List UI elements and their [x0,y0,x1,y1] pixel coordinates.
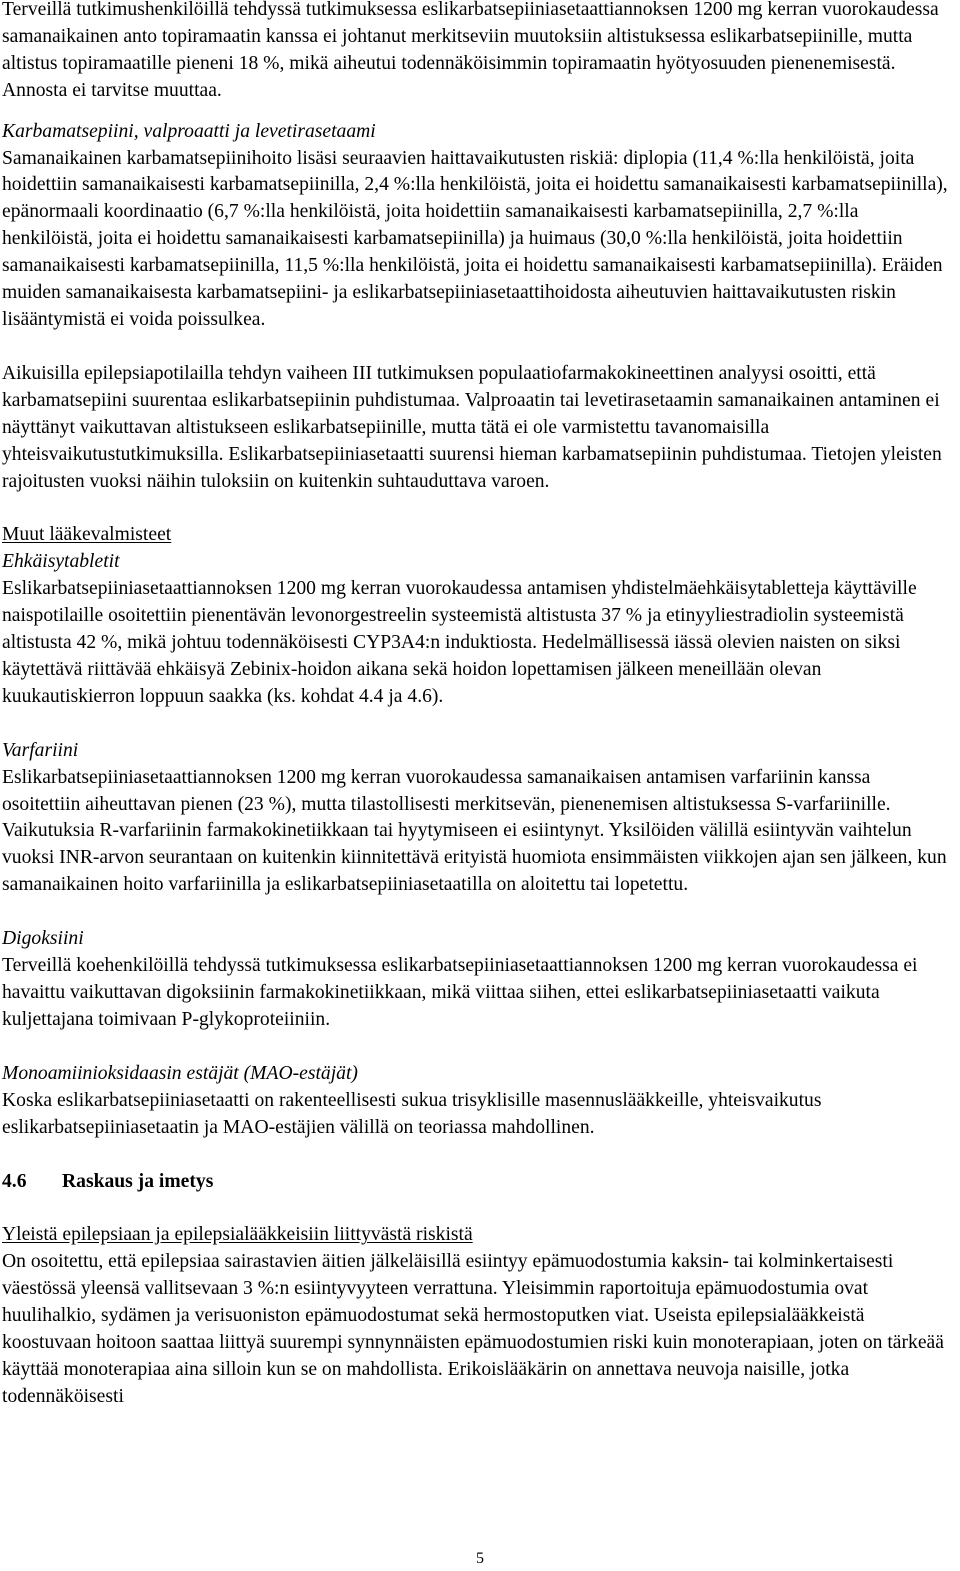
varfariini-heading: Varfariini [2,739,79,761]
intro-paragraph: Terveillä tutkimushenkilöillä tehdyssä tutkimuksessa eslikarbatsepiiniasetaattiannoksen 1200 mg kerran vuorokaudessa samanaikainen anto topiramaatin kanssa ei johtanut merkitseviin muutoksiin altistuksessa eslikarbatsepiinille, mutta altistus topiramaatille pieneni 18 %, mikä aiheutui todennäköisimmin topiramaatin hyötyosuuden pienenemisestä. Annosta ei tarvitse muuttaa. [2,0,939,101]
section-4-6-heading [2,1169,952,1196]
epilepsia-riski-paragraph: On osoitettu, että epilepsiaa sairastavien äitien jälkeläisillä esiintyy epämuodostumia kaksin- tai kolminkertaisesti väestössä yleensä vallitsevaan 3 %:n esiintyvyyteen verrattuna. Yleisimmin raportoituja epämuodostumia ovat huulihalkio, sydämen ja verisuoniston epämuodostumat sekä hermostoputken viat. Useista epilepsialääkkeistä koostuvaan hoitoon saattaa liittyä suurempi synnynnäisten epämuodostumien riski kuin monoterapiaan, joten on tärkeää käyttää monoterapiaa aina silloin kun se on mahdollista. Erikoislääkärin on annettava neuvoja naisille, jotka todennäköisesti [2,1251,944,1407]
karbamatsepiini-paragraph-2: Aikuisilla epilepsiapotilailla tehdyn vaiheen III tutkimuksen populaatiofarmakokineettinen analyysi osoitti, että karbamatsepiini suurentaa eslikarbatsepiinin puhdistumaa. Valproaatin tai levetirasetaamin samanaikainen antaminen ei näyttänyt vaikuttavan altistukseen eslikarbatsepiinille, mutta tätä ei ole varmistettu tavanomaisilla yhteisvaikutustutkimuksilla. Eslikarbatsepiiniasetaatti suurensi hieman karbamatsepiinin puhdistumaa. Tietojen yleisten rajoitusten vuoksi näihin tuloksiin on kuitenkin suhtauduttava varoen. [2,362,942,492]
varfariini-paragraph: Eslikarbatsepiiniasetaattiannoksen 1200 mg kerran vuorokaudessa samanaikaisen antamisen varfariinin kanssa osoitettiin aiheuttavan pienen (23 %), mutta tilastollisesti merkitsevän, pienenemisen altistuksessa S-varfariinille. Vaikutuksia R-varfariinin farmakokinetiikkaan tai hyytymiseen ei esiintynyt. Yksilöiden välillä esiintyvän vaihtelun vuoksi INR-arvon seurantaan on kuitenkin kiinnitettävä erityistä huomiota ensimmäisten viikkojen ajan sen jälkeen, kun samanaikainen hoito varfariinilla ja eslikarbatsepiiniasetaatilla on aloitettu tai lopetettu. [2,766,947,896]
spacer [2,495,952,522]
spacer [2,899,952,926]
section-number: 4.6 [2,1170,27,1192]
spacer [2,711,952,738]
muut-laakevalmisteet-heading: Muut lääkevalmisteet [2,524,172,546]
spacer [2,334,952,361]
section-title: Raskaus ja imetys [62,1170,214,1192]
mao-estajat-heading: Monoamiinioksidaasin estäjät (MAO-estäjät) [2,1062,358,1084]
digoksiini-paragraph: Terveillä koehenkilöillä tehdyssä tutkimuksessa eslikarbatsepiiniasetaattiannoksen 1200 mg kerran vuorokaudessa ei havaittu vaikuttavan digoksiinin farmakokinetiikkaan, mikä viittaa siihen, ettei eslikarbatsepiiniasetaatti vaikuta kuljettajana toimivaan P-glykoproteiiniin. [2,955,918,1030]
karbamatsepiini-paragraph-1: Samanaikainen karbamatsepiinihoito lisäsi seuraavien haittavaikutusten riskiä: diplopia (11,4 %:lla henkilöistä, joita hoidettiin samanaikaisesti karbamatsepiinilla, 2,4 %:lla henkilöistä, joita ei hoidettu samanaikaisesti karbamatsepiinilla), epänormaali koordinaatio (6,7 %:lla henkilöistä, joita hoidettiin samanaikaisesti karbamatsepiinilla, 2,7 %:lla henkilöistä, joita ei hoidettu samanaikaisesti karbamatsepiinilla) ja huimaus (30,0 %:lla henkilöistä, joita hoidettiin samanaikaisesti karbamatsepiinilla, 11,5 %:lla henkilöistä, joita ei hoidettu samanaikaisesti karbamatsepiinilla). Eräiden muiden samanaikaisesta karbamatsepiini- ja eslikarbatsepiiniasetaattihoidosta aiheutuvien haittavaikutusten riskin lisääntymistä ei voida poissulkea. [2,147,948,330]
spacer [2,1034,952,1061]
page-number: 5 [476,1550,484,1567]
digoksiini-heading: Digoksiini [2,928,84,950]
ehkaisytabletit-heading: Ehkäisytabletit [2,551,120,573]
spacer [2,1142,952,1169]
epilepsia-riski-subheading: Yleistä epilepsiaan ja epilepsialääkkeisiin liittyvästä riskistä [2,1224,473,1246]
karbamatsepiini-heading: Karbamatsepiini, valproaatti ja levetirasetaami [2,120,376,142]
mao-estajat-paragraph: Koska eslikarbatsepiiniasetaatti on rakenteellisesti sukua trisyklisille masennuslääkkeille, yhteisvaikutus eslikarbatsepiiniasetaatin ja MAO-estäjien välillä on teoriassa mahdollinen. [2,1089,822,1138]
spacer [2,105,952,119]
spacer [2,1195,952,1222]
document-page [2,0,952,1411]
ehkaisytabletit-paragraph: Eslikarbatsepiiniasetaattiannoksen 1200 mg kerran vuorokaudessa antamisen yhdistelmäehkäisytabletteja käyttäville naispotilaille osoitettiin pienentävän levonorgestreelin systeemistä altistusta 37 % ja etinyyliestradiolin systeemistä altistusta 42 %, mikä johtuu todennäköisesti CYP3A4:n induktiosta. Hedelmällisessä iässä olevien naisten on siksi käytettävä riittävää ehkäisyä Zebinix-hoidon aikana sekä hoidon lopettamisen jälkeen meneillään olevan kuukautiskierron loppuun saakka (ks. kohdat 4.4 ja 4.6). [2,578,917,707]
